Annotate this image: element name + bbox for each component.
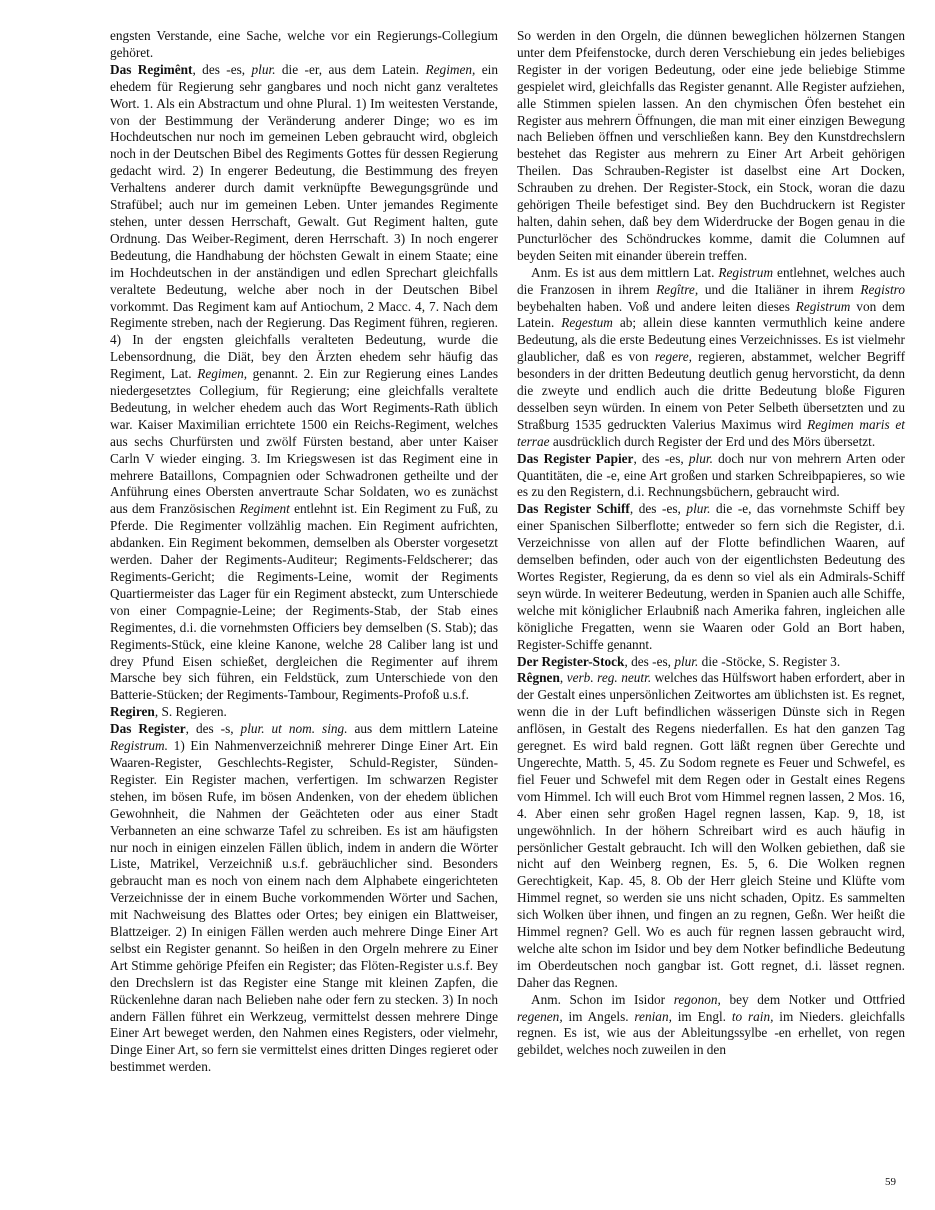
italic-term: regonon,: [673, 991, 721, 1007]
text-run: entlehnt ist. Ein Regiment zu Fuß, zu Pferde. Die Regimenter vollzählig machen. Ein Regiment aufrichten, abdanken. Ein Regiment bekommen, demselben als Oberster vorgesetzt werden. Daher der Regiments-Auditeur; Regiments-Feldscherer; das Regiments-Gericht; die Regiments-Leine, womit der Regiments Quartiermeister das Lager für ein Regiment absteckt, zum Unterschiede von einer Compagnie-Leine; der Regiments-Stab, der Stab eines Regimentes, d.i. die vornehmsten Officiers bey demselben (S. Stab); das Regiments-Stück, eine kleine Kanone, welche 28 Caliber lang ist und drey Pfund Eisen schießet, dergleichen die Regimenter auf ihrem Marsche bey sich führen, ein Feldstück, zum Unterschiede von den Batterie-Stücken; der Regiments-Tambour, Regiments-Profoß u.s.f.: [110, 501, 498, 703]
headword: Rêgnen: [517, 670, 560, 686]
text-run: ein ehedem für Regierung sehr gangbares und noch nicht ganz veraltetes Wort. 1. Als ein Abstractum und ohne Plural. 1) Im weitesten Verstande, von der Bestimmung der Veränderung anderer Dinge; wo es im Hochdeutschen nur noch im gemeinen Leben gebraucht wird, obgleich noch in der Deutschen Bibel des Regiments Gottes für dessen Regierung gedacht wird. 2) In engerer Bedeutung, die Bestimmung des freyen Verhaltens anderer durch damit verknüpfte Bewegungsgründe und Strafübel; auch nur im gemeinen Leben. Unter jemandes Regimente stehen, unter dessen Herrschaft, Gewalt. Gut Regiment halten, gute Ordnung. Das Weiber-Regiment, deren Herrschaft. 3) In noch engerer Bedeutung, die Handhabung der höchsten Gewalt in einem Staate; eine im Hochdeutschen in der anständigen und edlen Sprechart gleichfalls veraltete Bedeutung, welche aber noch in der Deutschen Bibel vorkommt. Das Regiment kam auf Antiochum, 2 Macc. 4, 7. Nach dem Regimente streben, nach der Regierung. Das Regiment führen, regieren. 4) In der engsten gleichfalls veralteten Bedeutung, wurde die Lebensordnung, die Diät, bey den Ärzten ehedem sehr häufig das Regiment, Lat.: [110, 61, 498, 382]
paragraph: [517, 670, 905, 991]
italic-term: to rain,: [731, 1008, 774, 1024]
text-run: , des -es,: [629, 501, 687, 517]
paragraph: [517, 451, 905, 502]
italic-term: Registrum: [795, 298, 851, 314]
text-run: 1) Ein Nahmenverzeichniß mehrerer Dinge Einer Art. Ein Waaren-Register, Geschlechts-Register, Schuld-Register, Sünden-Register. Ein Register machen, verfertigen. Im schwarzen Register stehen, im bösen Rufe, im bösen Andenken, von der ehedem üblichen Gewohnheit, die Nahmen der Geächteten oder aus einer Stadt Verbanneten an eine schwarze Tafel zu schreiben. Es ist am häufigsten nur noch in einigen einzelen Fällen üblich, indem in andern die Wörter Liste, Matrikel, Verzeichniß u.s.f. gebräuchlicher sind. Besonders gebraucht man es noch von einem nach dem Alphabete eingerichteten Verzeichnisse der in einem Buche vorkommenden Wörter und Sachen, mit Nachweisung des Blattes oder Ortes; bey einigen ein Blattweiser, Blattzeiger. 2) In einigen Fällen werden auch mehrere Dinge Einer Art selbst ein Register genannt. So heißen in den Orgeln mehrere zu Einer Art Stimme gehörige Pfeifen ein Register; das Flöten-Register u.s.f. Bey den Drechslern ist das Register eine Stange mit kleinen Zapfen, die Rückenlehne daran nach Belieben nahe oder fern zu stecken. 3) In noch andern Fällen führet ein Werkzeug, vermittelst dessen mehrere Dinge Einer Art beweget werden, den Nahmen eines Registers, oder vielmehr, Dinge Einer Art, so fern sie vermittelst eines dritten Dinges regieret oder bestimmet werden.: [110, 738, 498, 1075]
text-run: im Angels.: [562, 1008, 635, 1024]
italic-term: Registro: [860, 281, 905, 297]
right-column: [517, 28, 905, 1059]
text-run: welches das Hülfswort haben erfordert, aber in der Gestalt eines unpersönlichen Zeitwortes am üblichsten ist. Es regnet, wenn die in der Luft befindlichen wässerigen Dünste sich in Regen anflösen, in Gestalt des Regens niederfallen. Es hat den ganzen Tag geregnet. Es wird bald regnen. Gott läßt regnen über Gerechte und Ungerechte, Matth. 5, 45. Zu Sodom regnete es Feuer und Schwefel, es fiel Feuer und Schwefel mit dem Regen oder in Gestalt eines Regens vom Himmel. Ich will euch Brot vom Himmel regnen lassen, 2 Mos. 16, 4. Aber einen sehr großen Hagel regnen lassen, Kap. 9, 18, ist ungewöhnlich. In der höhern Schreibart wird es auch häufig in persönlicher Gestalt gebraucht. Ich will den Wolken gebiethen, daß sie nicht auf den Weinberg regnen, Es. 5, 6. Die Wolken regnen Gerechtigkeit, Kap. 45, 8. Ob der Herr gleich Steine und Klüfte vom Himmel regnet, so werden sie uns nicht schaden, Opitz. Es sammelten sich Wolken über ihnen, und fingen an zu regnen, Geßn. Wer heißt die Himmel regnen? Gell. Wo es auch für regnen lassen gebraucht wird, welche alte schon im Isidor und bey dem Notker befindliche Bedeutung im Oberdeutschen noch gangbar ist. Gott regnet, d.i. lässet regnen. Daher das Regnen.: [517, 670, 906, 990]
headword: Der Register-Stock: [517, 653, 625, 669]
headword: Das Register Schiff: [517, 501, 630, 517]
paragraph: [517, 654, 905, 671]
text-run: doch nur von mehrern Arten oder Quantitäten, die -e, eine Art großen und starken Schreibpapieres, so wie es zu den Registern, d.i. Rechnungsbüchern, gebraucht wird.: [517, 450, 905, 500]
paragraph: [110, 28, 498, 62]
italic-term: Regiment: [239, 501, 290, 517]
italic-term: Regestum: [561, 315, 613, 331]
headword: Das Register Papier: [517, 450, 634, 466]
text-run: ,: [559, 670, 567, 686]
headword: Das Register: [110, 721, 186, 737]
text-run: So werden in den Orgeln, die dünnen beweglichen hölzernen Stangen unter dem Pfeifenstocke, durch deren Verschiebung ein jedes beliebiges Register in der vorigen Bedeutung, oder eine jede beliebige Stimme gespielet wird, gleichfalls das Register genannt. Alle Register aufziehen, alle Stimmen spielen lassen. An den chymischen Öfen bestehet ein Register aus mehrern Öffnungen, die man mit einer einzigen Bewegung nach Belieben öffnen und verschließen kann. Bey den Kunstdrechslern bestehet das Register aus mehrern zu Einer Art Arbeit gehörigen Theilen. Das Schrauben-Register ist daselbst eine Art Docken, Schrauben zu drehen. Der Register-Stock, ein Stock, woran die dazu gehörigen Theile befestiget sind. Bey den Buchdruckern ist Register halten, dahin sehen, daß bey dem Widerdrucke der Bogen genau in die Puncturlöcher des Schöndruckes komme, damit die Columnen auf beyden Seiten mit einander überein treffen.: [517, 28, 905, 263]
italic-term: Regimen,: [197, 366, 248, 382]
text-run: die -e, das vornehmste Schiff bey einer Spanischen Silberflotte; entweder so fern sich die Register, d.i. Verzeichnisse von allen auf der Flotte befindlichen Waaren, auf demselben befinden, oder auch von der eigentlichsten Bedeutung des Wortes Register, Regierung, da es denn so viel als ein Admirals-Schiff seyn würde. In weiterer Bedeutung, werden in Spanien auch alle Schiffe, welche mit königlicher Erlaubniß nach Amerika fahren, ingleichen alle königliche Fregatten, wenn sie Waaren oder Gold an Bort haben, Register-Schiffe genannt.: [517, 501, 905, 652]
text-run: Anm. Schon im Isidor: [531, 991, 674, 1007]
italic-term: regenen,: [517, 1008, 563, 1024]
italic-term: Regimen maris et terrae: [517, 416, 905, 449]
text-run: bey dem Notker und Ottfried: [720, 991, 905, 1007]
italic-term: Registrum: [718, 264, 774, 280]
text-run: , des -es,: [633, 450, 689, 466]
text-run: aus dem mittlern Lateine: [347, 721, 498, 737]
text-run: im Engl.: [671, 1008, 732, 1024]
italic-term: Regimen,: [425, 61, 476, 77]
headword: Das Regimênt: [110, 61, 193, 77]
italic-term: plur.: [688, 450, 713, 466]
italic-term: plur. ut nom. sing.: [240, 721, 348, 737]
text-run: ausdrücklich durch Register der Erd und des Mörs übersetzt.: [549, 433, 876, 449]
paragraph: [110, 62, 498, 704]
text-run: beybehalten haben. Voß und andere leiten dieses: [517, 298, 796, 314]
text-run: genannt. 2. Ein zur Regierung eines Landes niedergesetztes Collegium, für Regierung; eine gleichfalls veraltete Bedeutung, in welcher ehedem auch das Wort Regiments-Rath üblich war. Kaiser Maximilian errichtete 1500 ein Reichs-Regiment, welches aus sechs Churfürsten und zwölf Fürsten bestand, aber unter Kaiser Carln V wieder einging. 3. Im Kriegswesen ist das Regiment eine in mehrere Bataillons, Compagnien oder Schwadronen getheilte und der Anführung eines Obersten anvertraute Schar Soldaten, wo es zunächst aus dem Französischen: [110, 366, 498, 517]
italic-term: verb. reg. neutr.: [566, 670, 652, 686]
text-run: die -er, aus dem Latein.: [275, 61, 426, 77]
text-run: von dem Latein.: [517, 298, 905, 331]
paragraph: [517, 28, 905, 265]
italic-term: Registrum.: [110, 738, 168, 754]
text-run: die -Stöcke, S. Register 3.: [698, 653, 841, 669]
italic-term: plur.: [686, 501, 711, 517]
text-run: entlehnet, welches auch die Franzosen in ihrem: [517, 264, 905, 297]
paragraph: [517, 501, 905, 653]
italic-term: plur.: [674, 653, 699, 669]
italic-term: plur.: [251, 61, 276, 77]
left-column: [110, 28, 498, 1076]
paragraph: [517, 992, 905, 1060]
text-run: , des -es,: [192, 61, 252, 77]
text-run: Anm. Es ist aus dem mittlern Lat.: [531, 264, 719, 280]
text-run: im Nieders. gleichfalls regnen. Es ist, wie aus der Ableitungssylbe -en erhellet, von regen gebildet, welches noch zuweilen in den: [517, 1008, 905, 1058]
italic-term: renian,: [634, 1008, 672, 1024]
text-run: , des -s,: [185, 721, 241, 737]
italic-term: Regître,: [656, 281, 699, 297]
text-run: und die Italiäner in ihrem: [698, 281, 861, 297]
page-number: 59: [885, 1176, 896, 1188]
text-run: , des -es,: [624, 653, 675, 669]
text-run: ab; allein diese kannten vermuthlich keine andere Bedeutung, als die erste Bedeutung eines Verzeichnisses. Es ist vielmehr glaublicher, daß es von: [517, 315, 905, 365]
paragraph: [517, 265, 905, 451]
paragraph: [110, 704, 498, 721]
headword: Regiren: [110, 704, 155, 720]
italic-term: regere,: [654, 349, 692, 365]
text-run: engsten Verstande, eine Sache, welche vor ein Regierungs-Collegium gehöret.: [110, 28, 498, 60]
paragraph: [110, 721, 498, 1076]
text-run: regieren, abstammet, welcher Begriff besonders in der dritten Bedeutung deutlich genug hervorsticht, da denn die zweyte und endlich auch die dritte Bedeutung bloße Figuren desselben seyn würden. In einem von Peter Selbeth übersetzten und zu Straßburg 1535 gedruckten Valerius Maximus wird: [517, 349, 906, 432]
text-run: , S. Regieren.: [154, 704, 227, 720]
